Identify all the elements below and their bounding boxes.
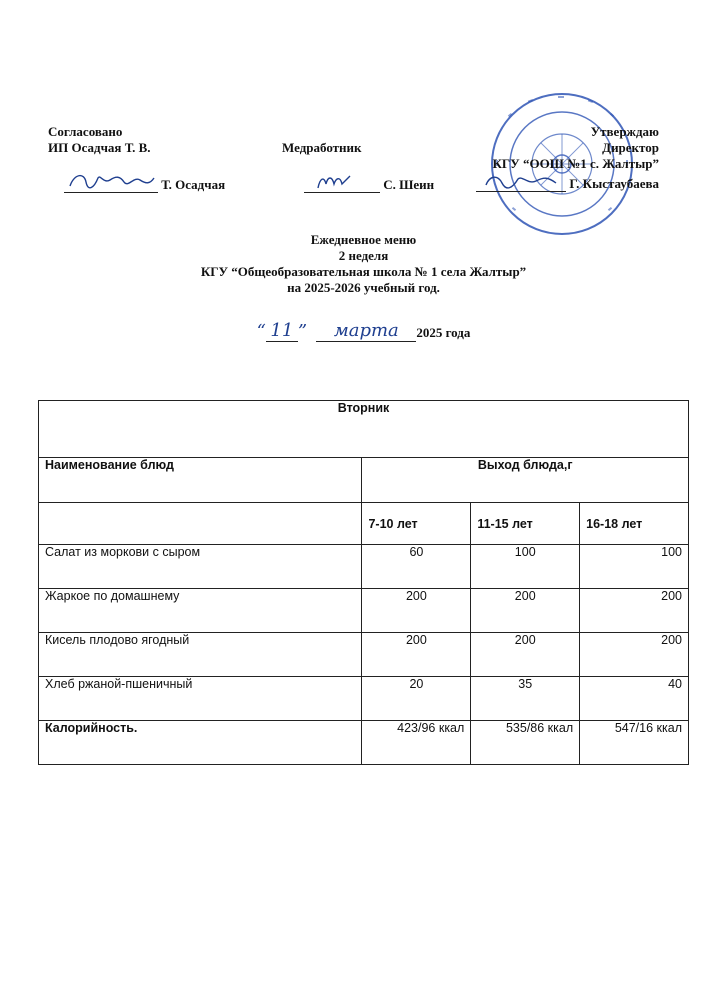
document-title: Ежедневное меню xyxy=(310,232,417,247)
date-open-quote: “ xyxy=(256,321,266,342)
signature-name-middle: С. Шеин xyxy=(383,177,435,192)
table-row xyxy=(39,677,689,721)
calories-value: 535/86 ккал xyxy=(471,721,580,765)
menu-table xyxy=(38,400,689,765)
approval-block-right xyxy=(476,124,659,192)
age-group-blank-cell xyxy=(39,503,362,545)
signature-name-right: Г. Кыстаубаева xyxy=(569,176,659,191)
day-name: Вторник xyxy=(39,401,689,458)
date-line xyxy=(0,320,727,342)
approve-label: Утверждаю xyxy=(590,124,659,139)
signature-row-right xyxy=(476,173,659,192)
dish-name: Хлеб ржаной-пшеничный xyxy=(39,677,362,721)
portion-value: 100 xyxy=(471,545,580,589)
document-title-block xyxy=(0,232,727,296)
table-row xyxy=(39,589,689,633)
portion-value: 200 xyxy=(471,633,580,677)
academic-year: на 2025-2026 учебный год. xyxy=(287,280,440,295)
calories-row xyxy=(39,721,689,765)
handwritten-signature-middle xyxy=(304,170,380,192)
school-short-name: КГУ “ООШ №1 с. Жалтыр” xyxy=(492,156,659,171)
portion-value: 200 xyxy=(362,589,471,633)
signature-row-left xyxy=(64,170,225,193)
header-row xyxy=(39,458,689,503)
approval-org: ИП Осадчая Т. В. xyxy=(48,140,151,155)
table-row xyxy=(39,633,689,677)
portion-value: 200 xyxy=(580,633,689,677)
portion-value: 200 xyxy=(580,589,689,633)
dish-name: Салат из моркови с сыром xyxy=(39,545,362,589)
portion-value: 40 xyxy=(580,677,689,721)
approval-block-left xyxy=(48,124,225,193)
calories-value: 547/16 ккал xyxy=(580,721,689,765)
portion-value: 200 xyxy=(471,589,580,633)
portion-value: 35 xyxy=(471,677,580,721)
portion-value: 200 xyxy=(362,633,471,677)
date-close-quote: ” xyxy=(297,321,308,342)
signature-name-left: Т. Осадчая xyxy=(161,177,226,192)
week-label: 2 неделя xyxy=(338,248,389,263)
age-group-cell: 7-10 лет xyxy=(362,503,471,545)
age-group-cell: 11-15 лет xyxy=(471,503,580,545)
approval-label: Согласовано xyxy=(48,124,123,139)
portion-value: 60 xyxy=(362,545,471,589)
portion-output-header: Выход блюда,г xyxy=(362,458,689,503)
handwritten-signature-left xyxy=(64,170,158,192)
calories-label: Калорийность. xyxy=(39,721,362,765)
medic-title: Медработник xyxy=(282,140,362,155)
signature-line-left xyxy=(64,170,158,193)
director-title: Директор xyxy=(602,140,659,155)
portion-value: 100 xyxy=(580,545,689,589)
date-year: 2025 года xyxy=(416,325,471,340)
signature-row-middle xyxy=(304,170,434,193)
dish-name: Кисель плодово ягодный xyxy=(39,633,362,677)
portion-value: 20 xyxy=(362,677,471,721)
dish-name: Жаркое по домашнему xyxy=(39,589,362,633)
day-row xyxy=(39,401,689,458)
signature-line-middle xyxy=(304,170,380,193)
calories-value: 423/96 ккал xyxy=(362,721,471,765)
date-day: 11 xyxy=(266,320,298,342)
signature-line-right xyxy=(476,173,566,192)
age-group-row xyxy=(39,503,689,545)
date-month: марта xyxy=(316,320,416,342)
age-group-cell: 16-18 лет xyxy=(580,503,689,545)
handwritten-signature-right xyxy=(476,173,566,191)
dish-name-header: Наименование блюд xyxy=(39,458,362,503)
school-full-name: КГУ “Общеобразовательная школа № 1 села Жалтыр” xyxy=(200,264,527,279)
table-row xyxy=(39,545,689,589)
approval-block-middle xyxy=(282,140,434,193)
